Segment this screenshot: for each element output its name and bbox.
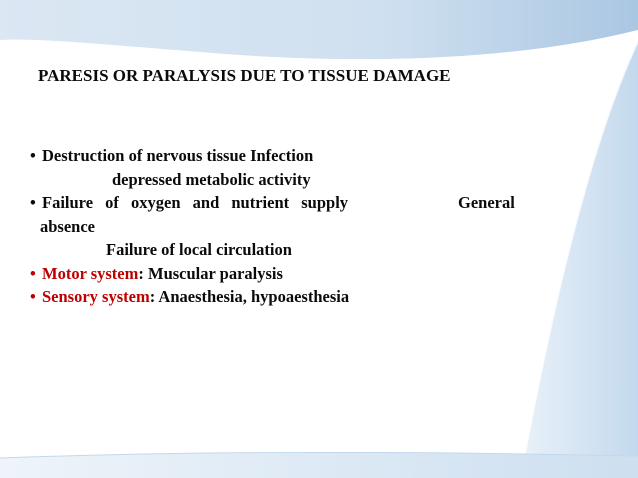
line-text: Failure of oxygen and nutrient supply [42,193,349,212]
sensory-system-label: Sensory system [42,287,150,306]
motor-system-label: Motor system [42,263,139,283]
list-item [30,285,590,309]
list-item-continuation [30,238,590,262]
line-text: absence [40,216,95,236]
line-text-right: General [458,193,515,212]
bullet-glyph: • [30,193,36,212]
slide-title: PARESIS OR PARALYSIS DUE TO TISSUE DAMAGE [38,66,451,85]
bullet-glyph: • [30,263,36,283]
list-item-continuation [30,215,590,239]
bullet-glyph: • [30,287,36,306]
line-text: : Muscular paralysis [138,263,283,283]
list-item [30,262,590,286]
slide-body [30,144,590,309]
list-item [30,144,590,168]
line-text: : Anaesthesia, hypoaesthesia [149,287,350,306]
bottom-band [0,452,638,478]
line-text: depressed metabolic activity [112,169,311,189]
line-text: Destruction of nervous tissue Infection [42,146,314,165]
line-text: Failure of local circulation [106,240,292,259]
list-item [30,191,590,215]
list-item-continuation [30,168,590,192]
bullet-glyph: • [30,146,36,165]
